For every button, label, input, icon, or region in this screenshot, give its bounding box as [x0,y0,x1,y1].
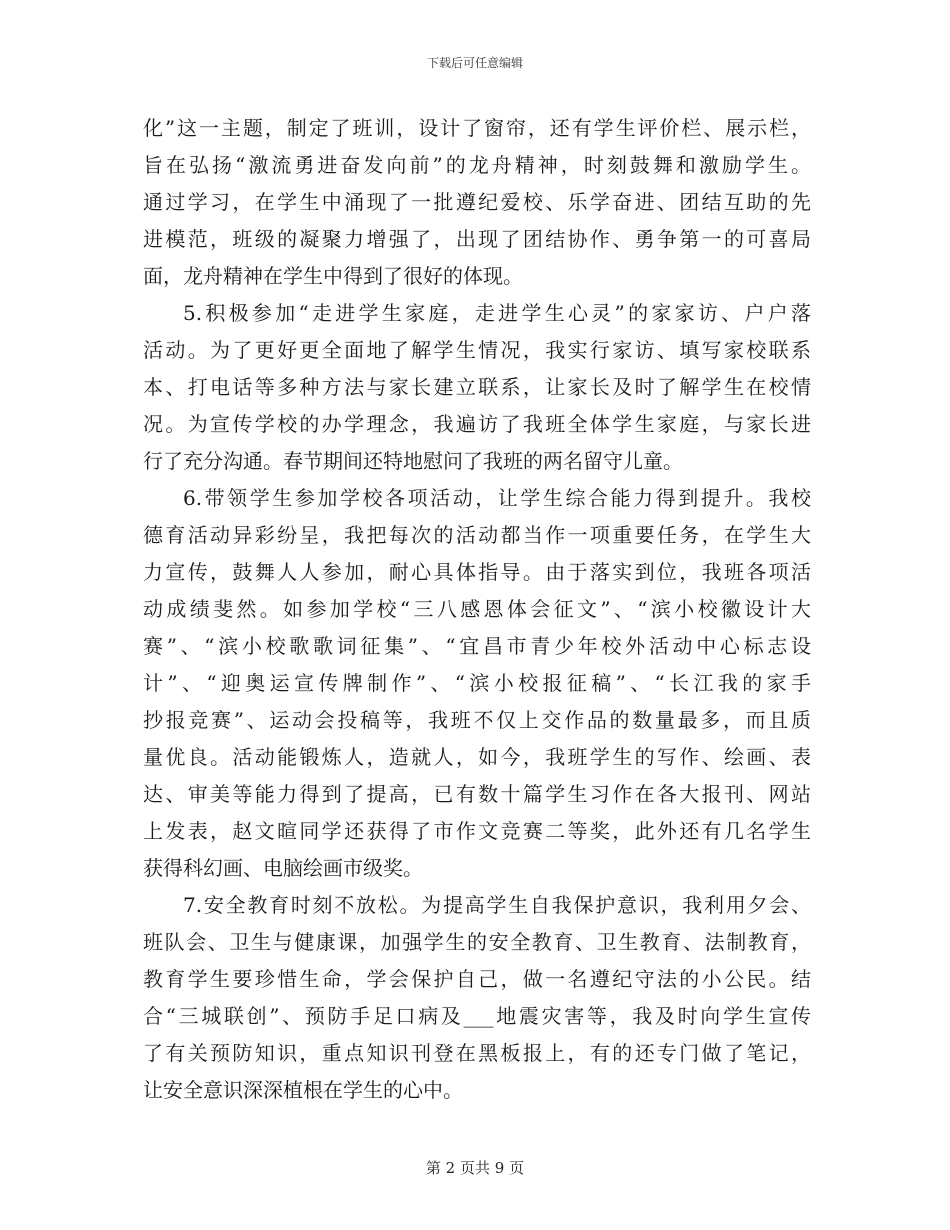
text-line: 旨在弘扬“激流勇进奋发向前”的龙舟精神，时刻鼓舞和激励学生。 [143,153,811,177]
text-line: 合“三城联创”、预防手足口病及___地震灾害等，我及时向学生宣传 [143,1004,811,1028]
text-line: 活动。为了更好更全面地了解学生情况，我实行家访、填写家校联系 [143,338,811,362]
text-line: 量优良。活动能锻炼人，造就人，如今，我班学生的写作、绘画、表 [143,745,811,769]
paragraph [143,295,811,480]
text-line: 计”、“迎奥运宣传牌制作”、“滨小校报征稿”、“长江我的家手 [143,671,811,695]
text-line: 力宣传，鼓舞人人参加，耐心具体指导。由于落实到位，我班各项活 [143,560,811,584]
text-line: 班队会、卫生与健康课，加强学生的安全教育、卫生教育、法制教育， [143,930,811,954]
page-footer: 第 2 页共 9 页 [425,1159,525,1177]
document-body [143,110,811,1109]
paragraph [143,887,811,1109]
text-line: 了有关预防知识，重点知识刊登在黑板报上，有的还专门做了笔记， [143,1041,811,1065]
text-line: 教育学生要珍惜生命，学会保护自己，做一名遵纪守法的小公民。结 [143,967,811,991]
text-line: 达、审美等能力得到了提高，已有数十篇学生习作在各大报刊、网站 [143,782,811,806]
page-header: 下载后可任意编辑 [426,56,523,70]
text-line: 获得科幻画、电脑绘画市级奖。 [143,856,423,880]
text-line: 抄报竞赛”、运动会投稿等，我班不仅上交作品的数量最多，而且质 [143,708,811,732]
text-line: 本、打电话等多种方法与家长建立联系，让家长及时了解学生在校情 [143,375,811,399]
text-line: 进模范，班级的凝聚力增强了，出现了团结协作、勇争第一的可喜局 [143,227,811,251]
text-line: 化”这一主题，制定了班训，设计了窗帘，还有学生评价栏、展示栏， [143,116,811,140]
text-line: 行了充分沟通。春节期间还特地慰问了我班的两名留守儿童。 [143,449,683,473]
text-line: 况。为宣传学校的办学理念，我遍访了我班全体学生家庭，与家长进 [143,412,811,436]
text-line: 让安全意识深深植根在学生的心中。 [143,1078,463,1102]
paragraph [143,110,811,295]
text-line: 6.带领学生参加学校各项活动，让学生综合能力得到提升。我校 [183,486,811,510]
text-line: 德育活动异彩纷呈，我把每次的活动都当作一项重要任务，在学生大 [143,523,811,547]
paragraph [143,480,811,887]
text-line: 赛”、“滨小校歌歌词征集”、“宜昌市青少年校外活动中心标志设 [143,634,811,658]
text-line: 上发表，赵文暄同学还获得了市作文竞赛二等奖，此外还有几名学生 [143,819,811,843]
text-line: 面，龙舟精神在学生中得到了很好的体现。 [143,264,523,288]
text-line: 7.安全教育时刻不放松。为提高学生自我保护意识，我利用夕会、 [183,893,811,917]
text-line: 5.积极参加“走进学生家庭，走进学生心灵”的家家访、户户落 [183,301,811,325]
text-line: 通过学习，在学生中涌现了一批遵纪爱校、乐学奋进、团结互助的先 [143,190,811,214]
text-line: 动成绩斐然。如参加学校“三八感恩体会征文”、“滨小校徽设计大 [143,597,811,621]
